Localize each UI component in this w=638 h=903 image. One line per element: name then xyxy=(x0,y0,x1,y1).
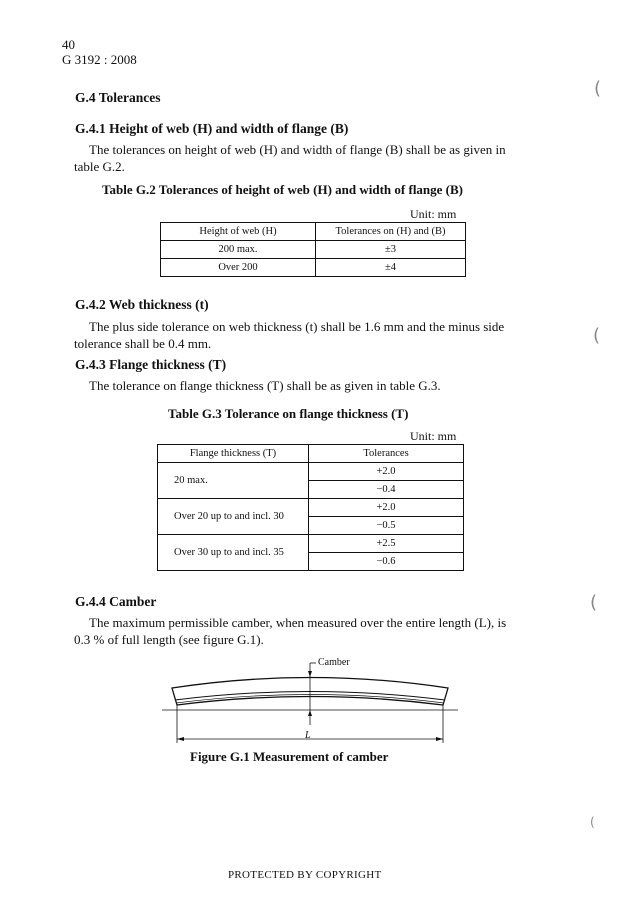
section-g43-heading: G.4.3 Flange thickness (T) xyxy=(75,357,227,372)
table-cell: ±3 xyxy=(316,241,466,259)
section-g41-text-2: table G.2. xyxy=(74,159,125,174)
camber-label: Camber xyxy=(318,657,350,668)
table-g3-caption: Table G.3 Tolerance on flange thickness (T) xyxy=(168,406,409,421)
table-row xyxy=(161,241,466,259)
table-g2-header-tol: Tolerances on (H) and (B) xyxy=(316,223,466,241)
table-cell: +2.0 xyxy=(309,499,464,517)
arrow-head xyxy=(177,737,184,741)
table-cell: Over 30 up to and incl. 35 xyxy=(158,535,309,571)
standard-number: G 3192 : 2008 xyxy=(62,52,137,67)
table-row xyxy=(158,535,464,553)
scan-mark: ( xyxy=(590,592,598,613)
section-g41-text-1: The tolerances on height of web (H) and width of flange (B) shall be as given in xyxy=(89,142,506,157)
section-g44-heading: G.4.4 Camber xyxy=(75,594,157,609)
table-row xyxy=(161,259,466,277)
table-cell: ±4 xyxy=(316,259,466,277)
table-g3-header-tol: Tolerances xyxy=(309,445,464,463)
scan-mark: ( xyxy=(594,78,602,99)
table-cell: 20 max. xyxy=(158,463,309,499)
section-g42-text-1: The plus side tolerance on web thickness (t) shall be 1.6 mm and the minus side xyxy=(89,319,505,334)
table-g2-unit: Unit: mm xyxy=(410,207,457,221)
table-g3 xyxy=(157,444,464,571)
table-cell: +2.5 xyxy=(309,535,464,553)
table-row xyxy=(158,463,464,481)
table-cell: −0.4 xyxy=(309,481,464,499)
length-label: L xyxy=(305,730,311,741)
section-g43-text-1: The tolerance on flange thickness (T) shall be as given in table G.3. xyxy=(89,378,441,393)
copyright-footer: PROTECTED BY COPYRIGHT xyxy=(228,869,382,881)
table-g3-unit: Unit: mm xyxy=(410,429,457,443)
figure-caption: Figure G.1 Measurement of camber xyxy=(190,749,389,764)
section-g44-text-2: 0.3 % of full length (see figure G.1). xyxy=(74,632,264,647)
section-g42-heading: G.4.2 Web thickness (t) xyxy=(75,297,209,312)
section-g41-heading: G.4.1 Height of web (H) and width of flange (B) xyxy=(75,121,349,136)
arrow-head xyxy=(308,710,312,716)
table-row xyxy=(158,499,464,517)
table-g2-header-size: Height of web (H) xyxy=(161,223,316,241)
table-cell: Over 20 up to and incl. 30 xyxy=(158,499,309,535)
section-g4-heading: G.4 Tolerances xyxy=(75,90,161,105)
page-number: 40 xyxy=(62,37,75,52)
table-cell: −0.6 xyxy=(309,553,464,571)
scan-mark: ( xyxy=(590,815,595,829)
table-g2-caption: Table G.2 Tolerances of height of web (H) and width of flange (B) xyxy=(102,182,464,197)
arrow-head xyxy=(308,671,312,677)
section-g42-text-2: tolerance shall be 0.4 mm. xyxy=(74,336,212,351)
scan-mark: ( xyxy=(593,325,601,346)
table-cell: +2.0 xyxy=(309,463,464,481)
table-cell: −0.5 xyxy=(309,517,464,535)
arrow-head xyxy=(436,737,443,741)
table-g3-header-size: Flange thickness (T) xyxy=(158,445,309,463)
table-cell: 200 max. xyxy=(161,241,316,259)
section-g44-text-1: The maximum permissible camber, when measured over the entire length (L), is xyxy=(89,615,507,630)
table-g2 xyxy=(160,222,466,277)
table-cell: Over 200 xyxy=(161,259,316,277)
